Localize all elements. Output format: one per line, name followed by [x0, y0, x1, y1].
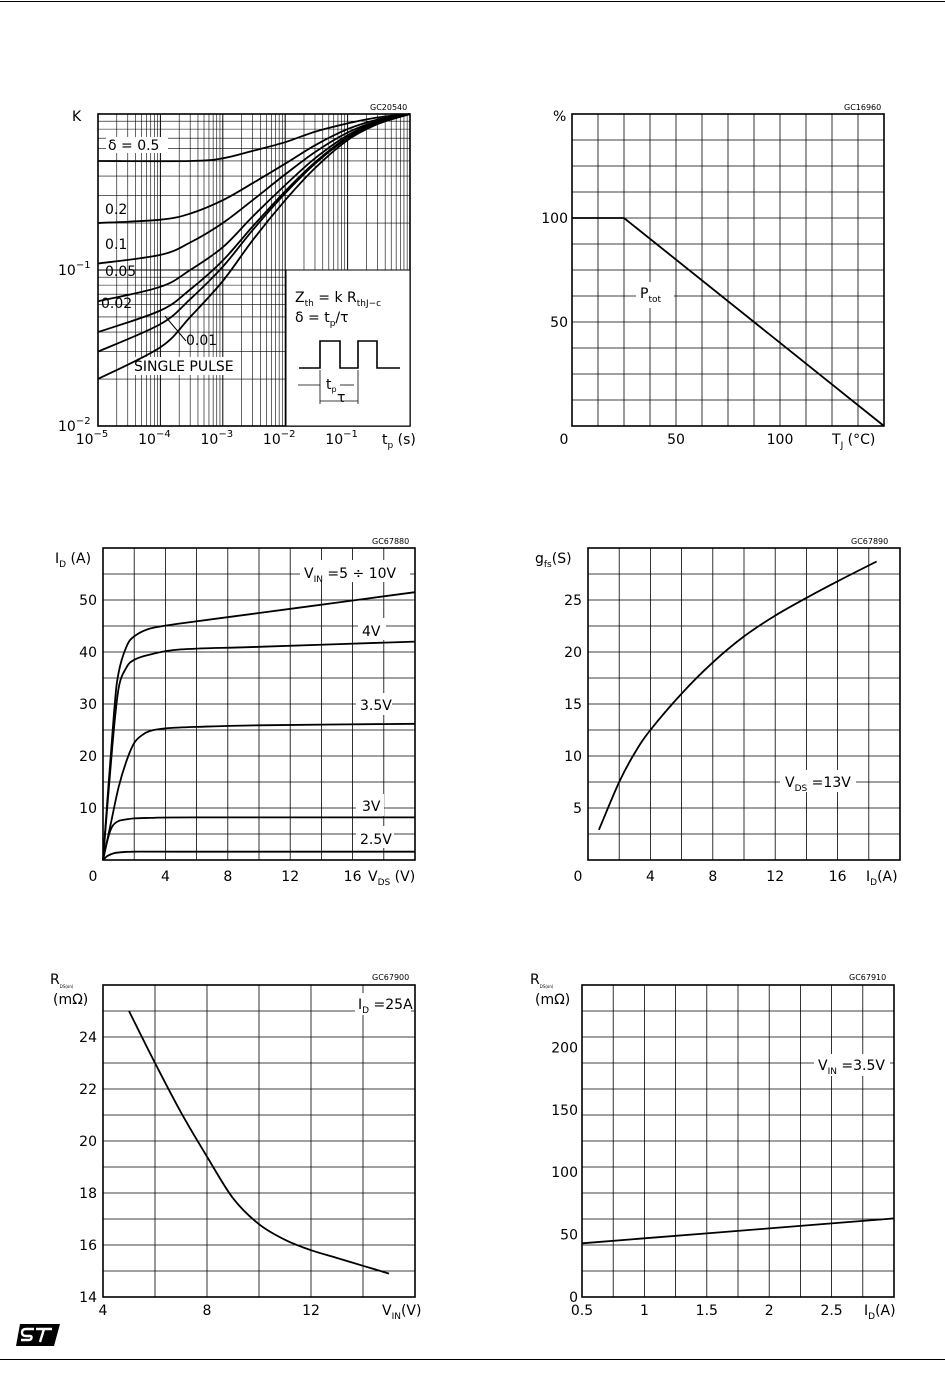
leader-line: [165, 316, 186, 341]
y-tick-label: 25: [564, 593, 582, 609]
series-label-2: 3.5V: [360, 698, 392, 714]
x-tick-label: 8: [708, 869, 718, 885]
x-tick-label: [201, 429, 234, 448]
label-part: R: [530, 972, 540, 988]
label-part: V: [382, 1303, 392, 1319]
label-part: D: [870, 878, 878, 888]
label-part: DS(on): [539, 984, 554, 989]
x-tick-label: 12: [302, 1303, 320, 1319]
x-tick-label: 0: [88, 869, 98, 885]
x-axis-label: [382, 432, 416, 451]
x-tick-label: 16: [343, 869, 362, 885]
label-part: thJ−c: [356, 299, 382, 309]
y-tick-label: 100: [541, 211, 568, 227]
x-tick-label: 2: [764, 1303, 774, 1319]
y-tick-label: 50: [79, 593, 97, 609]
label-part: −4: [155, 429, 171, 440]
label-part: (s): [393, 432, 416, 448]
y-tick-label: 50: [560, 1227, 578, 1244]
label-part: D: [59, 560, 67, 570]
label-part: /τ: [335, 310, 349, 326]
chart-code: GC67890: [851, 537, 889, 546]
label-part: (°C): [843, 432, 876, 448]
series-label-1: 4V: [362, 624, 381, 640]
series-label-1: 0.2: [105, 202, 128, 218]
y-tick-label: 40: [79, 645, 97, 661]
y-axis-label: %: [553, 109, 567, 125]
label-part: V: [818, 1058, 828, 1074]
label-part: (A): [877, 869, 898, 885]
x-axis-label: [864, 1303, 896, 1322]
chart-code: GC20540: [370, 103, 408, 112]
label-part: g: [535, 551, 544, 567]
x-tick-label: 1.5: [695, 1303, 718, 1319]
label-part: (V): [400, 1303, 422, 1319]
label-part: =13V: [807, 775, 851, 791]
label-part: (A): [875, 1303, 896, 1319]
label-part: −1: [343, 429, 358, 440]
x-tick-label: 12: [766, 869, 785, 885]
y-tick-label: 24: [79, 1030, 97, 1046]
x-axis-label: [866, 869, 898, 888]
y-tick-label: 0: [569, 1290, 578, 1306]
label-part: V: [304, 566, 314, 582]
y-tick-label: 200: [551, 1040, 578, 1057]
label-part: Z: [295, 290, 305, 306]
label-part: J: [840, 441, 844, 451]
series-label-3: 3V: [362, 799, 381, 815]
y-axis-label: [535, 551, 572, 570]
label-part: V: [785, 775, 795, 791]
y-axis-label: [50, 972, 74, 989]
label-part: (V): [390, 869, 416, 885]
label-part: IN: [391, 1312, 401, 1322]
label-part: (S): [551, 551, 572, 567]
chart-output-characteristics: [55, 537, 415, 888]
series-label-4: 2.5V: [360, 832, 392, 848]
x-tick-label: 0: [573, 869, 583, 885]
chart-code: GC67900: [372, 973, 410, 982]
label-part: =25A: [369, 997, 413, 1013]
label-part: p: [329, 319, 336, 329]
label-part: D: [868, 1312, 876, 1322]
label-part: P: [640, 286, 649, 302]
label-part: DS(on): [59, 984, 74, 989]
y-tick-label: 50: [550, 315, 568, 331]
label-part: 10: [58, 263, 76, 279]
x-tick-label: 8: [202, 1303, 212, 1319]
series-label-2: 0.1: [105, 237, 128, 253]
label-part: I: [864, 1303, 869, 1319]
y-tick-label: 20: [79, 749, 97, 765]
y-tick-label: 150: [551, 1102, 578, 1119]
x-tick-label: 8: [223, 869, 233, 885]
chart-code: GC67880: [372, 537, 410, 546]
y-tick-label: 30: [79, 697, 97, 713]
series-label-6: SINGLE PULSE: [134, 359, 234, 375]
label-part: DS: [377, 878, 391, 888]
chart-code: GC16960: [844, 103, 882, 112]
label-part: =5 ÷ 10V: [322, 566, 397, 582]
y-tick-label: [58, 260, 91, 279]
series-line-2: [98, 114, 410, 264]
x-tick-label: 0.5: [570, 1303, 594, 1319]
label-part: DS: [794, 784, 808, 794]
chart-thermal-impedance: [58, 103, 416, 451]
chart-rdson-vs-vin: [50, 972, 421, 1322]
x-tick-label: 100: [766, 432, 794, 448]
y-tick-label: 14: [79, 1290, 97, 1306]
label-part: 10: [262, 432, 281, 448]
series-label-3: 0.05: [105, 264, 137, 280]
y-tick-label: 20: [564, 645, 582, 661]
x-tick-label: 2.5: [820, 1303, 843, 1319]
x-tick-label: [263, 429, 296, 448]
label-part: −2: [280, 429, 296, 440]
x-tick-label: [76, 429, 109, 448]
label-part: fs: [543, 560, 552, 570]
x-tick-label: [138, 429, 171, 448]
y-tick-label: 10: [79, 801, 97, 817]
series-label-0: δ = 0.5: [108, 138, 160, 154]
label-part: δ = t: [295, 310, 330, 326]
series-label-4: 0.02: [101, 296, 133, 312]
label-part: = k R: [313, 290, 357, 306]
label-part: (A): [66, 551, 92, 567]
y-tick-label: 20: [79, 1134, 97, 1150]
y-tick-label: 15: [564, 697, 582, 713]
label-part: 10: [58, 419, 76, 435]
y-tick-label: 5: [573, 801, 582, 817]
label-part: tot: [648, 295, 662, 305]
label-part: I: [358, 997, 363, 1013]
y-axis-unit: (mΩ): [535, 992, 571, 1008]
y-tick-label: 18: [79, 1186, 97, 1202]
y-tick-label: 100: [551, 1165, 578, 1182]
chart-rdson-vs-id: [530, 972, 896, 1322]
y-tick-label: 16: [79, 1238, 97, 1254]
x-tick-label: [325, 429, 358, 448]
label-part: −5: [93, 429, 109, 440]
label-part: −3: [218, 429, 234, 440]
label-part: I: [55, 551, 60, 567]
y-tick-label: 22: [79, 1082, 97, 1098]
x-tick-label: 4: [160, 869, 170, 885]
formula-tau: τ: [337, 390, 346, 406]
x-tick-label: 0: [559, 432, 569, 448]
label-part: −2: [75, 416, 91, 427]
y-axis-label: [530, 972, 554, 989]
x-tick-label: 4: [645, 869, 655, 885]
label-part: −1: [75, 260, 91, 271]
label-part: R: [50, 972, 60, 988]
x-tick-label: 1: [639, 1303, 649, 1319]
label-part: T: [832, 432, 841, 448]
label-part: th: [304, 299, 314, 309]
label-part: t: [326, 377, 332, 393]
label-part: t: [382, 432, 388, 448]
label-part: V: [368, 869, 378, 885]
x-tick-label: 12: [281, 869, 300, 885]
x-axis-label: [382, 1303, 421, 1322]
label-part: =3.5V: [836, 1058, 885, 1074]
label-part: 10: [200, 432, 219, 448]
label-part: 10: [138, 432, 156, 448]
x-axis-label: [831, 432, 875, 451]
st-logo-icon: [14, 1322, 62, 1348]
label-part: p: [331, 385, 337, 394]
chart-power-derating: [541, 103, 884, 451]
label-part: D: [362, 1006, 370, 1016]
x-tick-label: 50: [667, 432, 685, 448]
y-axis-label: [55, 551, 91, 570]
label-part: IN: [827, 1067, 837, 1077]
x-tick-label: 4: [98, 1303, 108, 1319]
x-axis-label: [368, 869, 415, 888]
label-part: I: [866, 869, 871, 885]
label-part: p: [387, 441, 394, 451]
chart-transconductance: [535, 537, 900, 888]
y-tick-label: 10: [564, 749, 582, 765]
label-part: IN: [313, 575, 323, 585]
label-part: 10: [75, 432, 94, 448]
chart-code: GC67910: [849, 973, 887, 982]
x-tick-label: 16: [828, 869, 847, 885]
y-axis-label: K: [72, 109, 82, 125]
series-label-5: 0.01: [186, 333, 218, 349]
label-part: 10: [325, 432, 344, 448]
y-axis-unit: (mΩ): [53, 992, 89, 1008]
